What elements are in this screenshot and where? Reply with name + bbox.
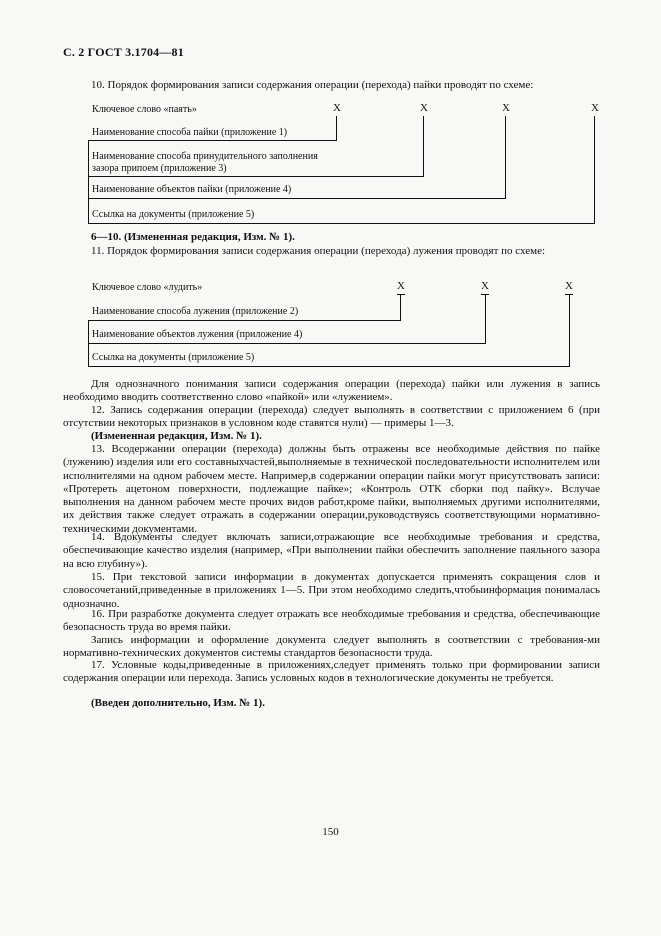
scheme1-mark-2: X <box>420 102 428 114</box>
page-number: 150 <box>322 826 339 838</box>
paragraph-12: 12. Запись содержания операции (перехода) следует выполнять в соответствии с приложением 6 (при отсутствии некоторых признаков в условном коде ставятся нули) — примеры 1—3. <box>63 404 600 430</box>
scheme2-line-h2 <box>88 343 486 344</box>
scheme1-line-h3 <box>88 198 506 199</box>
scheme1-row-3: Наименование объектов пайки (приложение 4) <box>92 184 292 195</box>
scheme1-mark-3: X <box>502 102 510 114</box>
paragraph-13: 13. Всодержании операции (перехода) должны быть отражены все необходимые действия по пайке (лужению) изделия или его составныхчастей,выполняемые в технической последовательности исполнителем или исполнителями на одном рабочем месте. Например,в содержании операции пайки могут присутствовать записи: «Протереть ацетоном поверхности, подлежащие пайке»; «Контроль ОТК сборки под пайку». Вслучае выполнения на данном рабочем месте прочих видов работ,кроме пайки, выполняемых другими исполнителями, их действия также следует отражать в содержании операции,руководствуясь соответствующими нормативно-техническими документами. <box>63 443 600 535</box>
edit-note-2: (Измененная редакция, Изм. № 1). <box>91 430 262 442</box>
scheme2-mark-1: X <box>397 280 405 292</box>
edit-note-3: (Введен дополнительно, Изм. № 1). <box>91 697 265 709</box>
scheme1-line-v3 <box>505 116 506 199</box>
paragraph-10: 10. Порядок формирования записи содержания операции (перехода) пайки проводят по схеме: <box>91 79 534 91</box>
paragraph-note: Для однозначного понимания записи содержания операции (перехода) пайки или лужения в запись необходимо вводить соответственно слово «пайкой» или «лужением». <box>63 378 600 404</box>
scheme2-line-left <box>88 320 89 367</box>
scheme2-line-v1 <box>400 295 401 321</box>
scheme1-row-2b: зазора припоем (приложение 3) <box>92 163 227 174</box>
scheme1-mark-4: X <box>591 102 599 114</box>
scheme2-row-2: Наименование объектов лужения (приложение 4) <box>92 329 303 340</box>
scheme1-row-4: Ссылка на документы (приложение 5) <box>92 209 255 220</box>
scheme2-row-3: Ссылка на документы (приложение 5) <box>92 352 255 363</box>
scheme2-line-h3 <box>88 366 570 367</box>
scheme2-mark-underline-1 <box>397 294 405 295</box>
scheme2-mark-3: X <box>565 280 573 292</box>
scheme1-row-2a: Наименование способа принудительного заполнения <box>92 151 318 162</box>
paragraph-11: 11. Порядок формирования записи содержания операции (перехода) лужения проводят по схеме: <box>91 245 546 257</box>
scheme2-line-v2 <box>485 295 486 344</box>
edit-note-1: 6—10. (Измененная редакция, Изм. № 1). <box>91 231 295 243</box>
paragraph-16: 16. При разработке документа следует отражать все необходимые требования и средства, обеспечивающие безопасность труда во время пайки. <box>63 608 600 634</box>
scheme1-line-left <box>88 140 89 224</box>
scheme2-line-h1 <box>88 320 401 321</box>
scheme1-line-h4 <box>88 223 595 224</box>
scheme1-line-h2 <box>88 176 424 177</box>
scheme1-line-v4 <box>594 116 595 224</box>
scheme1-keyword: Ключевое слово «паять» <box>92 104 197 115</box>
paragraph-16b: Запись информации и оформление документа следует выполнять в соответствии с требования-ми нормативно-технических документов системы стандартов безопасности труда. <box>63 634 600 660</box>
scheme1-line-v2 <box>423 116 424 177</box>
scheme2-mark-2: X <box>481 280 489 292</box>
scheme1-line-h1 <box>88 140 337 141</box>
scheme1-line-v1 <box>336 116 337 141</box>
scheme2-row-1: Наименование способа лужения (приложение 2) <box>92 306 299 317</box>
scheme2-line-v3 <box>569 295 570 367</box>
paragraph-14: 14. Вдокументы следует включать записи,отражающие все необходимые требования и средства, обеспечивающие качество изделия (например, «При выполнении пайки обеспечить заполнение паяльного зазора на всю глубину»). <box>63 531 600 570</box>
page-header: С. 2 ГОСТ 3.1704—81 <box>63 45 184 59</box>
scheme1-mark-1: X <box>333 102 341 114</box>
scheme2-keyword: Ключевое слово «лудить» <box>92 282 203 293</box>
paragraph-17: 17. Условные коды,приведенные в приложениях,следует применять только при формировании записи содержания операции или перехода. Запись условных кодов в технологические документы не требуется. <box>63 659 600 685</box>
scheme1-row-1: Наименование способа пайки (приложение 1) <box>92 127 288 138</box>
paragraph-15: 15. При текстовой записи информации в документах допускается применять сокращения слов и словосочетаний,приведенные в приложениях 1—5. При этом необходимо следить,чтобыинформация понималась однозначно. <box>63 571 600 610</box>
